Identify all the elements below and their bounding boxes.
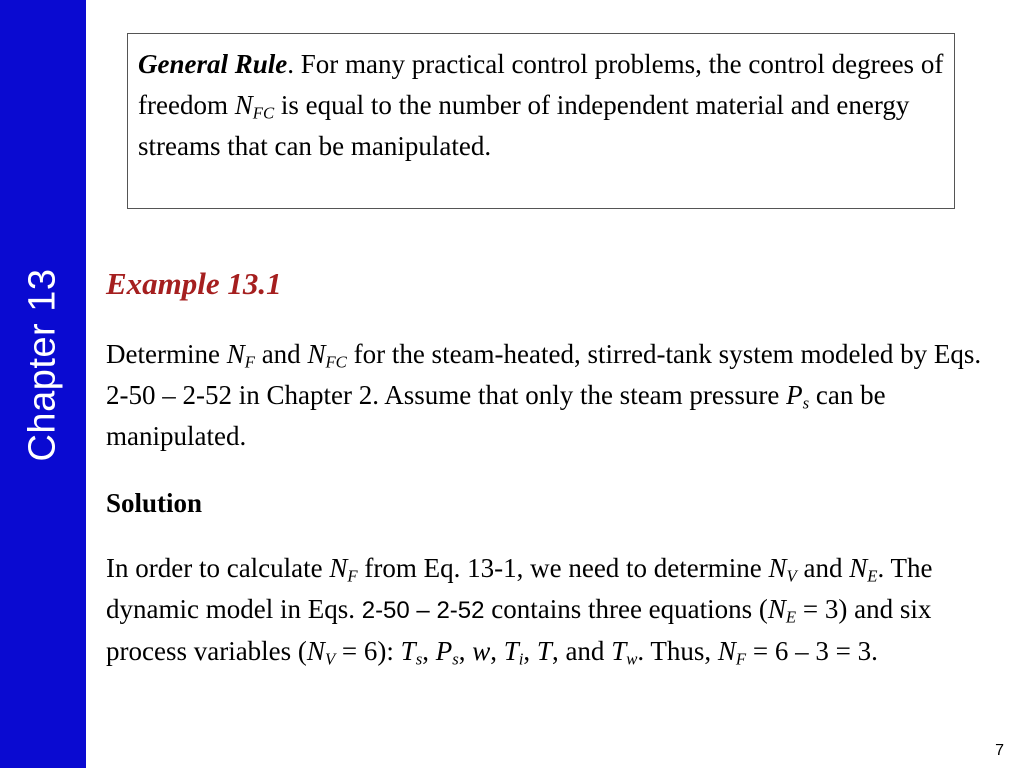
var-tw: T — [611, 636, 627, 666]
sub-e: E — [785, 607, 797, 627]
general-rule-box — [127, 33, 955, 209]
var-ti: T — [503, 636, 519, 666]
general-rule-title: General Rule — [138, 49, 288, 79]
var-t: T — [536, 636, 552, 666]
sub-w: w — [626, 649, 638, 669]
solution-result: = 6 – 3 = 3. — [746, 636, 878, 666]
solution-text-6: = 3) and six process variables ( — [106, 594, 932, 666]
sub-f: F — [735, 649, 747, 669]
solution-text-8: . Thus, — [637, 636, 718, 666]
solution-text-1: In order to calculate — [106, 553, 330, 583]
example-statement — [106, 334, 1006, 457]
var-ps: P — [435, 636, 453, 666]
sub-e: E — [867, 566, 878, 586]
rule-text-part-2: is equal to the number of independent material and energy streams that can be manipulated. — [138, 90, 910, 161]
sub-fc: FC — [325, 352, 347, 372]
var-nv: N — [306, 636, 325, 666]
var-ne: N — [767, 594, 786, 624]
example-text-3: for the steam-heated, stirred-tank system modeled by Eqs. 2-50 – 2-52 in Chapter 2. Assume that only the steam pressure — [106, 339, 982, 410]
solution-text-7: = 6): — [335, 636, 401, 666]
example-text-4: can be manipulated. — [106, 380, 886, 451]
solution-text — [106, 548, 1006, 672]
var-nf: N — [226, 339, 245, 369]
comma: , — [458, 636, 473, 666]
example-text-2: and — [254, 339, 308, 369]
solution-text-4: . The dynamic model in Eqs. — [106, 553, 933, 624]
sub-v: V — [324, 649, 336, 669]
comma: , — [523, 636, 537, 666]
var-ts: T — [400, 636, 416, 666]
equation-range: 2-50 – 2-52 — [361, 597, 485, 624]
rule-text-part-1: . For many practical control problems, the control degrees of freedom — [138, 49, 944, 120]
chapter-label: Chapter 13 — [21, 268, 64, 462]
sub-i: i — [518, 649, 524, 669]
var-nf: N — [329, 553, 348, 583]
sub-f: F — [347, 566, 358, 586]
var-ps: P — [786, 380, 803, 410]
var-nv: N — [768, 553, 787, 583]
solution-text-2: from Eq. 13-1, we need to determine — [357, 553, 769, 583]
var-n: N — [234, 90, 253, 120]
comma: , — [490, 636, 504, 666]
solution-text-3: and — [796, 553, 850, 583]
var-nfc: N — [307, 339, 326, 369]
page-number: 7 — [995, 742, 1004, 759]
sub-s: s — [452, 649, 459, 669]
sub-s: s — [415, 649, 423, 669]
var-ne: N — [849, 553, 868, 583]
example-title: Example 13.1 — [106, 266, 282, 301]
var-w: w — [472, 636, 491, 666]
solution-and: , and — [551, 636, 612, 666]
sub-v: V — [786, 566, 797, 586]
solution-title: Solution — [106, 488, 203, 518]
example-text-1: Determine — [106, 339, 227, 369]
solution-text-5: contains three equations ( — [484, 594, 768, 624]
sub-fc: FC — [252, 103, 275, 123]
var-nf: N — [717, 636, 736, 666]
sub-f: F — [244, 352, 255, 372]
chapter-sidebar — [0, 0, 86, 768]
sub-s: s — [802, 393, 810, 413]
comma: , — [422, 636, 436, 666]
